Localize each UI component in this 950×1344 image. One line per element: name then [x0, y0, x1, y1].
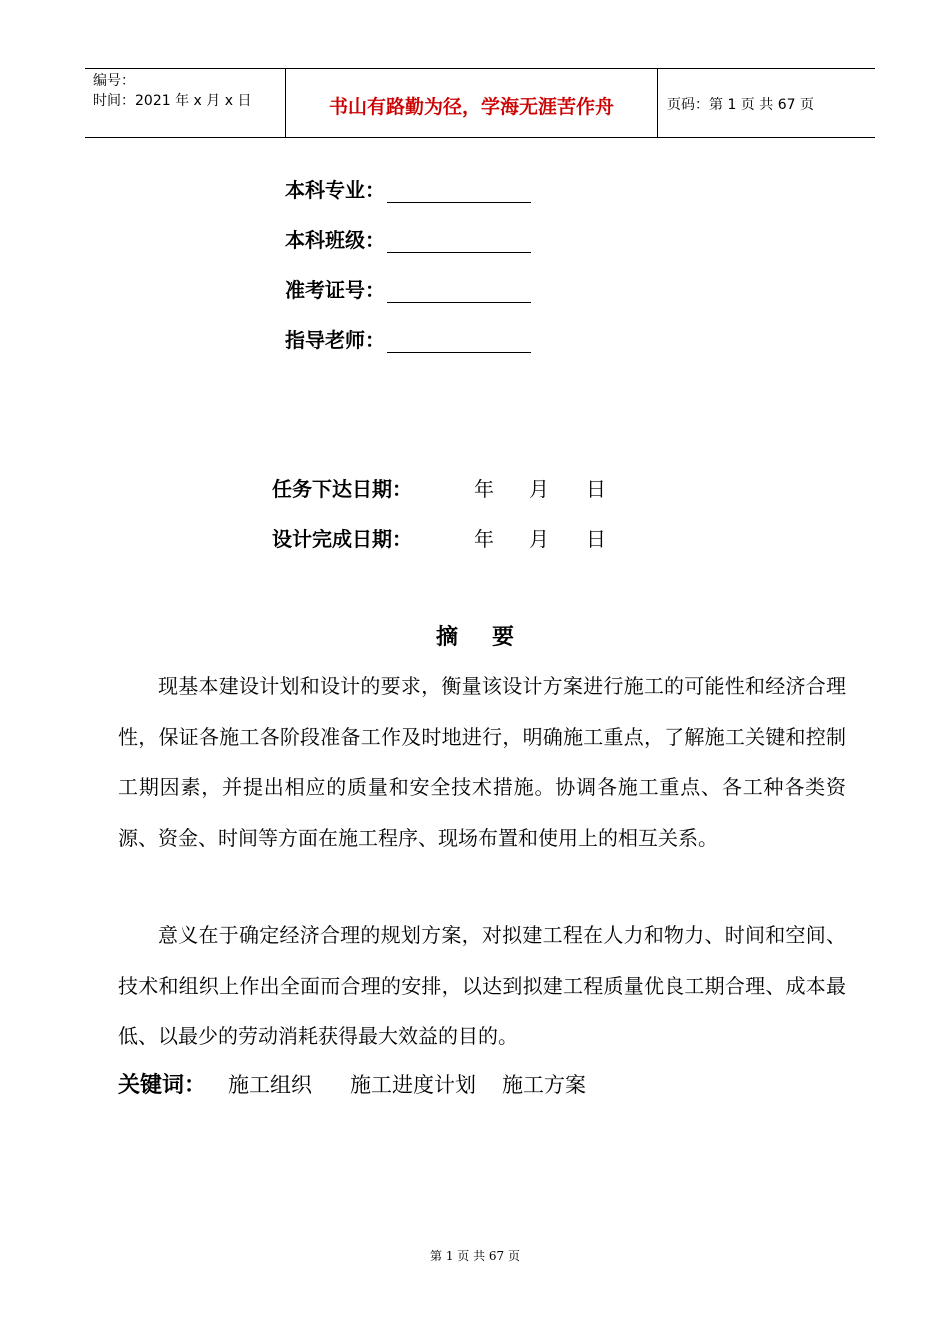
abstract-paragraph: 意义在于确定经济合理的规划方案，对拟建工程在人力和物力、时间和空间、技术和组织上作出全面而合理的安排，以达到拟建工程质量优良工期合理、成本最低、以最少的劳动消耗获得最大效益的目的。	[118, 923, 846, 1048]
blank-line[interactable]	[387, 280, 531, 303]
keywords	[118, 1068, 586, 1099]
field-label: 本科专业：	[285, 178, 385, 202]
field-major	[285, 174, 531, 203]
date-day: 日	[586, 477, 606, 501]
header-time: 时间：2021 年 x 月 x 日	[93, 93, 252, 109]
header-motto: 书山有路勤为径，学海无涯苦作舟	[285, 69, 658, 137]
date-completed	[272, 523, 612, 551]
keyword-item: 施工组织	[228, 1073, 313, 1097]
keyword-item: 施工方案	[502, 1073, 587, 1097]
field-label: 指导老师：	[285, 328, 385, 352]
date-day: 日	[586, 527, 606, 551]
page-footer: 第 1 页 共 67 页	[430, 1249, 520, 1263]
date-month: 月	[529, 527, 549, 551]
header-page-info: 页码：第 1 页 共 67 页	[667, 97, 814, 113]
field-class	[285, 224, 531, 253]
field-label: 准考证号：	[285, 278, 385, 302]
date-year: 年	[474, 527, 494, 551]
date-label: 设计完成日期：	[272, 527, 412, 551]
date-month: 月	[529, 477, 549, 501]
field-exam-number	[285, 274, 531, 303]
date-assigned	[272, 473, 612, 501]
page-header	[85, 68, 875, 138]
abstract-paragraph: 现基本建设计划和设计的要求，衡量该设计方案进行施工的可能性和经济合理性，保证各施工各阶段准备工作及时地进行，明确施工重点，了解施工关键和控制工期因素，并提出相应的质量和安全技术措施。协调各施工重点、各工种各类资源、资金、时间等方面在施工程序、现场布置和使用上的相互关系。	[118, 674, 846, 850]
date-label: 任务下达日期：	[272, 477, 412, 501]
header-number: 编号：	[93, 73, 135, 89]
blank-line[interactable]	[387, 180, 531, 203]
keyword-item: 施工进度计划	[350, 1073, 477, 1097]
header-meta	[85, 69, 285, 137]
date-year: 年	[474, 477, 494, 501]
abstract-title: 摘要	[435, 625, 548, 650]
keywords-label: 关键词：	[118, 1073, 207, 1098]
blank-line[interactable]	[387, 330, 531, 353]
blank-line[interactable]	[387, 230, 531, 253]
field-advisor	[285, 324, 531, 353]
field-label: 本科班级：	[285, 228, 385, 252]
